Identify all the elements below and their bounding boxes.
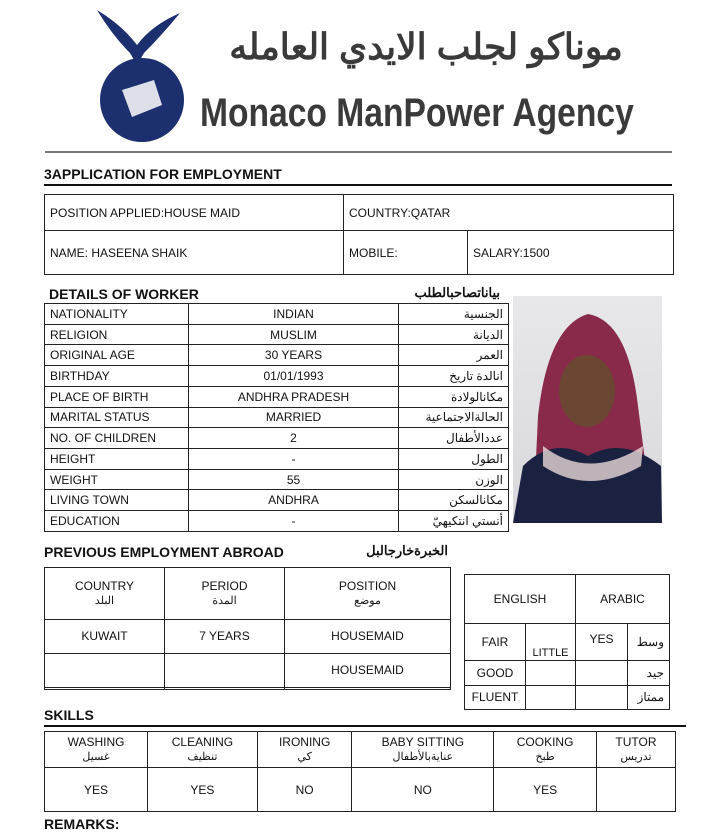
detail-label-ar: العمر [399,345,509,366]
previous-cell: KUWAIT [45,620,165,654]
details-row [45,407,509,428]
salary: SALARY:1500 [468,231,674,275]
page-title: 3APPLICATION FOR EMPLOYMENT [44,166,282,182]
skill-name-ar: عنايةبالأطفال [392,750,454,763]
detail-label: RELIGION [45,324,189,345]
details-row [45,386,509,407]
detail-label-ar: الطول [399,449,509,470]
skills-table [44,731,676,812]
logo-emblem [92,5,187,150]
skill-value: YES [494,768,597,812]
detail-value: ANDHRA [189,490,399,511]
language-row [465,624,670,661]
detail-label: MARITAL STATUS [45,407,189,428]
country: COUNTRY:QATAR [344,195,674,231]
arabic-header: ARABIC [576,575,670,624]
skill-name-ar: كي [297,750,312,763]
detail-label: LIVING TOWN [45,490,189,511]
skill-name: CLEANING [171,734,234,749]
previous-heading: PREVIOUS EMPLOYMENT ABROAD [44,544,284,560]
skill-name-ar: طبخ [535,750,555,763]
details-row [45,428,509,449]
skill-name: WASHING [67,734,125,749]
application-table [44,194,674,275]
skills-value-row [45,768,676,812]
english-header: ENGLISH [465,575,576,624]
mobile: MOBILE: [344,231,468,275]
logo-arabic-text: موناكو لجلب الايدي العامله [229,26,623,67]
applicant-name: NAME: HASEENA SHAIK [45,231,344,275]
skill-header [257,732,352,768]
skill-header [148,732,258,768]
detail-label-ar: عددالأطفال [399,428,509,449]
detail-value: 30 YEARS [189,345,399,366]
detail-value: - [189,449,399,470]
skill-name-ar: تنظيف [187,750,218,763]
column-ar: البلد [94,594,115,607]
level-label: FLUENT [465,685,526,710]
details-row [45,324,509,345]
previous-cell [285,687,451,689]
details-row [45,345,509,366]
level-label: GOOD [465,661,526,686]
column-ar: موضع [354,594,381,607]
languages-table [464,574,670,710]
skill-value: NO [352,768,494,812]
english-level [526,661,576,686]
skill-name: COOKING [516,734,574,749]
skill-header [352,732,494,768]
previous-header-row [45,568,451,620]
skill-header [494,732,597,768]
skill-name-ar: تدريس [620,750,652,763]
previous-cell: 7 YEARS [165,620,285,654]
detail-label: ORIGINAL AGE [45,345,189,366]
language-row [465,661,670,686]
details-table [44,303,509,532]
previous-column-header [285,568,451,620]
details-row [45,469,509,490]
detail-label-ar: أنستي انتكيهيّ [399,511,509,532]
previous-heading-ar: الخبرةخارجالبل [366,543,448,558]
header-divider [45,151,672,153]
column-en: PERIOD [201,578,248,593]
detail-label-ar: مكانالسكن [399,490,509,511]
detail-label: HEIGHT [45,449,189,470]
logo-english-text: Monaco ManPower Agency [200,91,634,135]
detail-label-ar: الوزن [399,469,509,490]
skill-value: YES [148,768,258,812]
level-label: FAIR [465,624,526,661]
level-label-ar: ممتاز [628,685,670,710]
column-en: POSITION [338,578,397,593]
detail-label: WEIGHT [45,469,189,490]
column-en: COUNTRY [74,578,135,593]
detail-label-ar: الحالةالاجتماعية [399,407,509,428]
remarks-label: REMARKS: [44,816,120,832]
worker-photo [513,296,662,523]
detail-label: NO. OF CHILDREN [45,428,189,449]
detail-label: EDUCATION [45,511,189,532]
detail-value: 55 [189,469,399,490]
previous-cell [45,687,165,689]
details-row [45,449,509,470]
level-label-ar: وسط [628,624,670,661]
detail-value: - [189,511,399,532]
details-row [45,511,509,532]
previous-cell [165,653,285,687]
skills-header-row [45,732,676,768]
arabic-level: YES [576,624,628,661]
skills-underline [44,725,686,727]
detail-value: 2 [189,428,399,449]
arabic-level [576,685,628,710]
detail-value: 01/01/1993 [189,366,399,387]
skill-name-ar: غسيل [82,750,110,763]
english-level [526,685,576,710]
detail-label: BIRTHDAY [45,366,189,387]
skill-name: IRONING [278,734,331,749]
detail-label-ar: انالدة تاريخ [399,366,509,387]
detail-label-ar: مكانالولادة [399,386,509,407]
details-heading-ar: بياناتصاحبالطلب [414,285,500,300]
languages-header-row [465,575,670,624]
previous-row [45,653,451,687]
english-level: LITTLE [526,624,576,661]
detail-value: MARRIED [189,407,399,428]
details-heading: DETAILS OF WORKER [49,286,199,302]
previous-employment-table [44,567,451,690]
skill-name: BABY SITTING [381,734,465,749]
previous-row [45,687,451,689]
level-label-ar: جيد [628,661,670,686]
title-underline [44,184,672,186]
skill-header [596,732,675,768]
details-row [45,366,509,387]
arabic-level [576,661,628,686]
details-row [45,304,509,325]
previous-cell [45,653,165,687]
skill-value [596,768,675,812]
skills-heading: SKILLS [44,707,94,723]
skill-name: TUTOR [615,734,657,749]
detail-label: PLACE OF BIRTH [45,386,189,407]
skill-value: YES [45,768,148,812]
column-ar: المدة [212,594,237,607]
detail-label: NATIONALITY [45,304,189,325]
previous-column-header [165,568,285,620]
previous-cell [165,687,285,689]
skill-header [45,732,148,768]
previous-row [45,620,451,654]
skill-value: NO [257,768,352,812]
detail-value: INDIAN [189,304,399,325]
detail-label-ar: الديانة [399,324,509,345]
previous-cell: HOUSEMAID [285,620,451,654]
language-row [465,685,670,710]
details-row [45,490,509,511]
detail-label-ar: الجنسية [399,304,509,325]
previous-column-header [45,568,165,620]
position-applied: POSITION APPLIED:HOUSE MAID [45,195,344,231]
previous-cell: HOUSEMAID [285,653,451,687]
detail-value: ANDHRA PRADESH [189,386,399,407]
detail-value: MUSLIM [189,324,399,345]
